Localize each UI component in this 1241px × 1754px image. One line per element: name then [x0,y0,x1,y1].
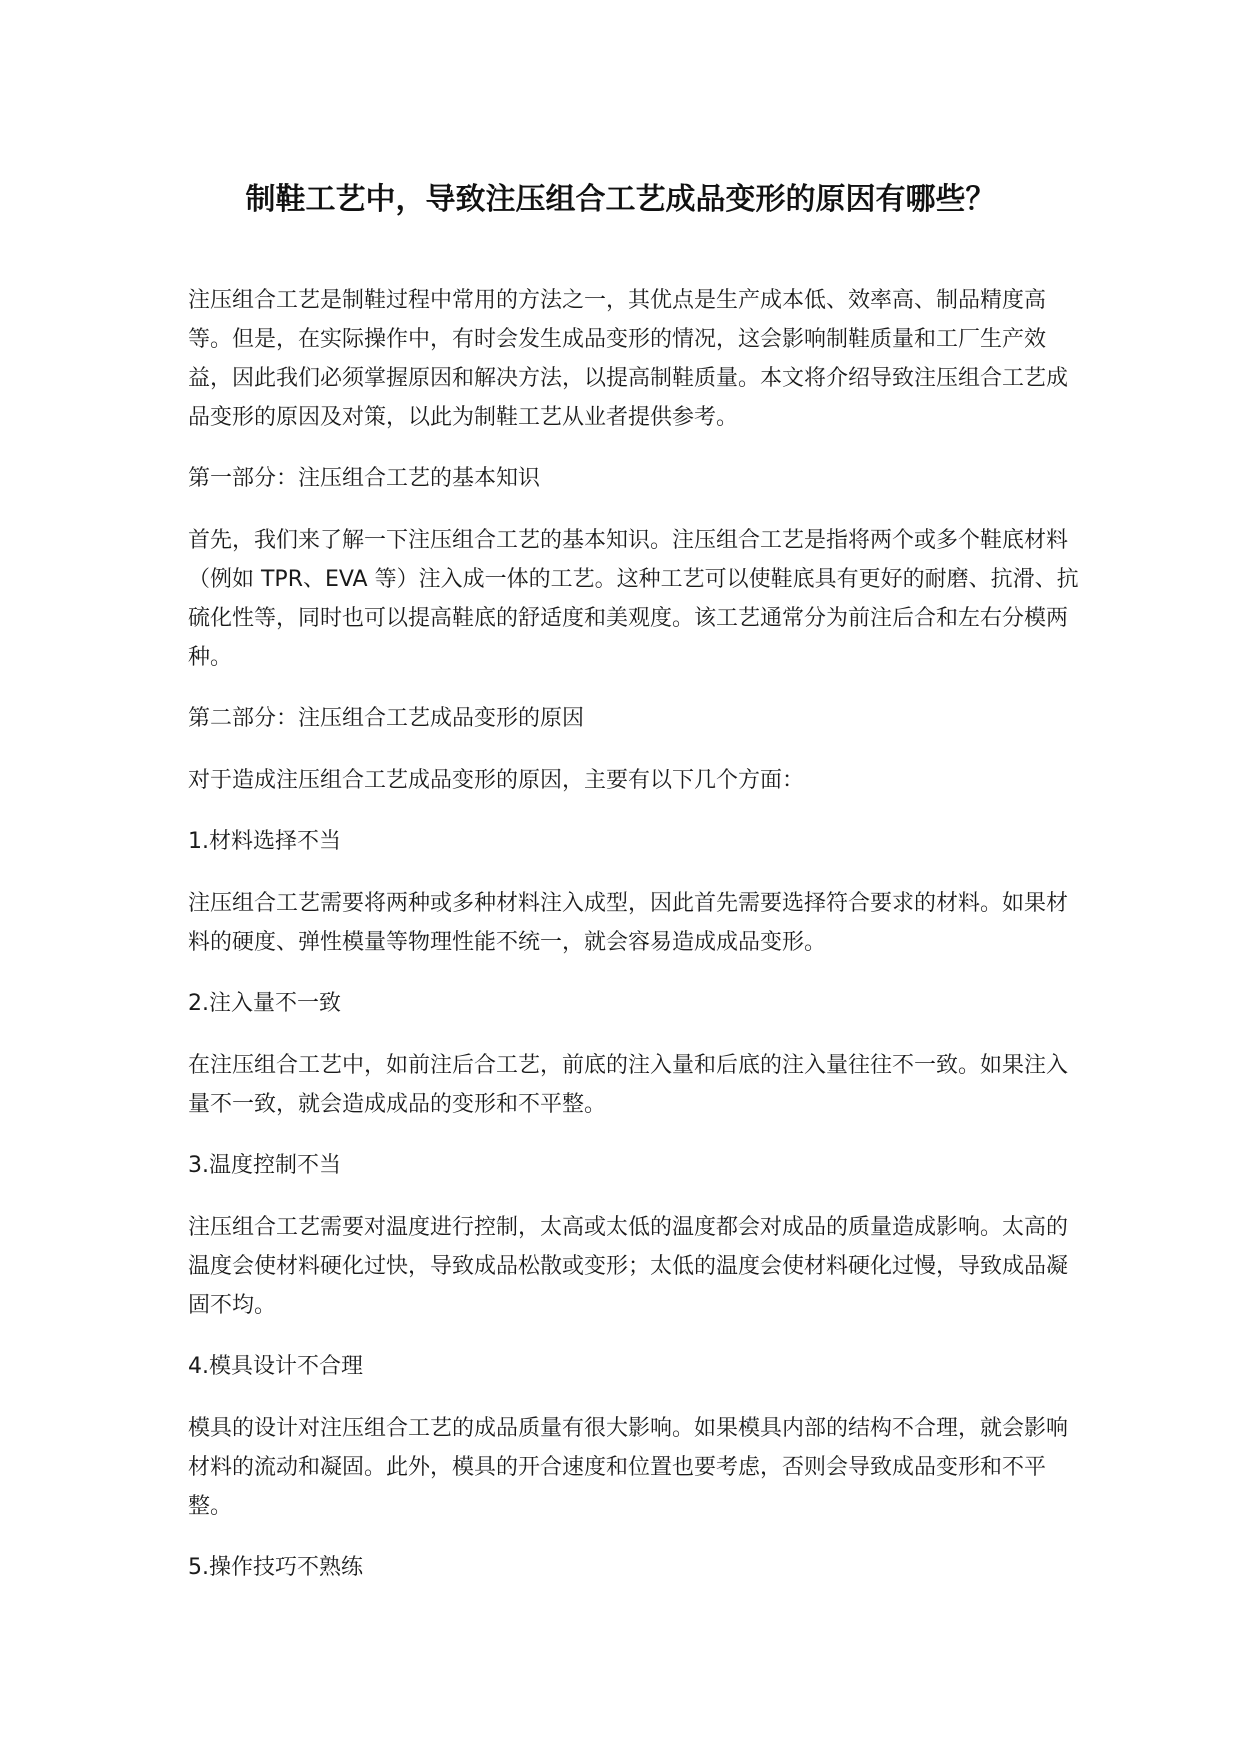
item-heading-5: 5.操作技巧不熟练 [188,1555,363,1580]
document-title: 制鞋工艺中，导致注压组合工艺成品变形的原因有哪些？ [245,182,996,217]
intro-paragraph: 注压组合工艺是制鞋过程中常用的方法之一，其优点是生产成本低、效率高、制品精度高等。但是，在实际操作中，有时会发生成品变形的情况，这会影响制鞋质量和工厂生产效益，因此我们必须掌握原因和解决方法，以提高制鞋质量。本文将介绍导致注压组合工艺成品变形的原因及对策，以此为制鞋工艺从业者提供参考。 [188,288,1069,430]
section-heading-part-two: 第二部分：注压组合工艺成品变形的原因 [188,706,585,731]
item-paragraph-2: 在注压组合工艺中，如前注后合工艺，前底的注入量和后底的注入量往往不一致。如果注入量不一致，就会造成成品的变形和不平整。 [188,1053,1069,1117]
document-body [188,281,1088,1610]
item-paragraph-4: 模具的设计对注压组合工艺的成品质量有很大影响。如果模具内部的结构不合理，就会影响材料的流动和凝固。此外，模具的开合速度和位置也要考虑，否则会导致成品变形和不平整。 [188,1416,1069,1519]
paragraph-causes-intro: 对于造成注压组合工艺成品变形的原因，主要有以下几个方面： [188,768,805,793]
item-heading-4: 4.模具设计不合理 [188,1354,363,1379]
item-heading-3: 3.温度控制不当 [188,1153,341,1178]
item-heading-2: 2.注入量不一致 [188,991,341,1016]
item-paragraph-3: 注压组合工艺需要对温度进行控制，太高或太低的温度都会对成品的质量造成影响。太高的温度会使材料硬化过快，导致成品松散或变形；太低的温度会使材料硬化过慢，导致成品凝固不均。 [188,1215,1069,1318]
item-paragraph-1: 注压组合工艺需要将两种或多种材料注入成型，因此首先需要选择符合要求的材料。如果材料的硬度、弹性模量等物理性能不统一，就会容易造成成品变形。 [188,891,1069,955]
item-heading-1: 1.材料选择不当 [188,829,341,854]
section-heading-part-one: 第一部分：注压组合工艺的基本知识 [188,466,541,491]
paragraph-basic-knowledge: 首先，我们来了解一下注压组合工艺的基本知识。注压组合工艺是指将两个或多个鞋底材料（例如 TPR、EVA 等）注入成一体的工艺。这种工艺可以使鞋底具有更好的耐磨、抗滑、抗硫化性等，同时也可以提高鞋底的舒适度和美观度。该工艺通常分为前注后合和左右分模两种。 [188,528,1079,670]
